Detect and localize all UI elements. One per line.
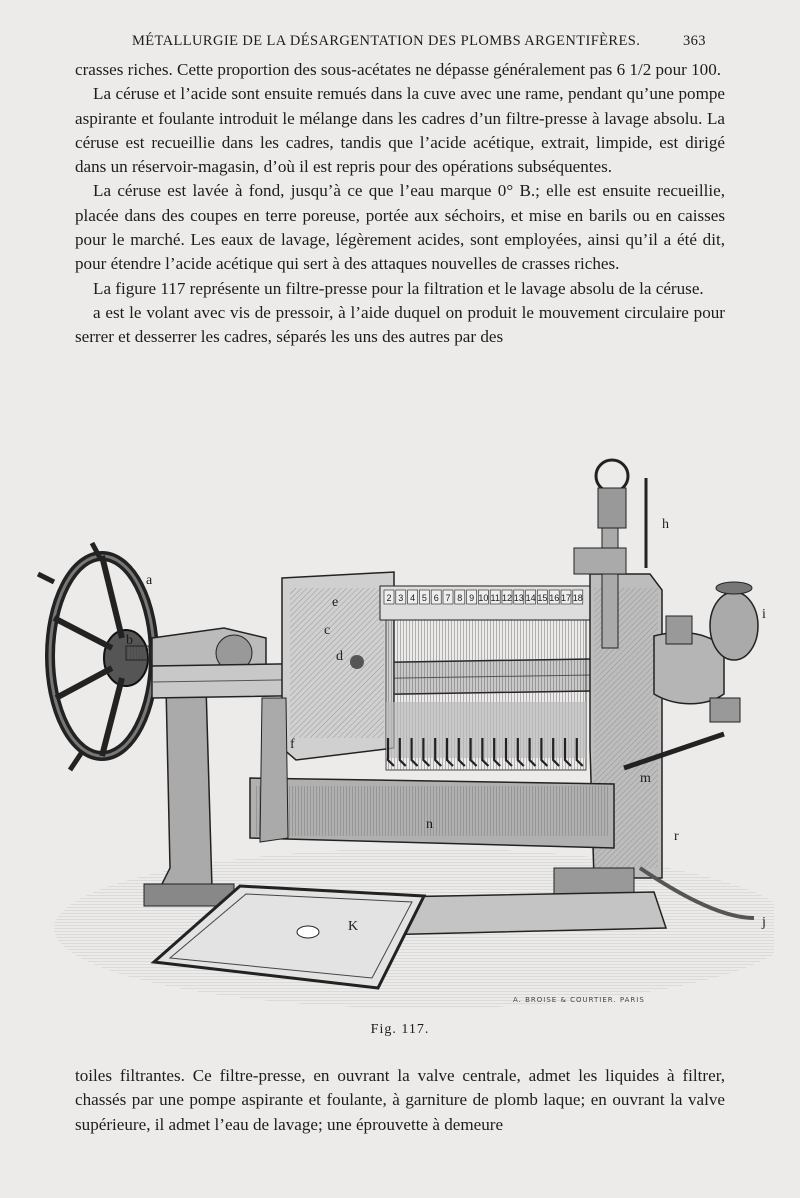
frame-number: 17 bbox=[560, 593, 572, 603]
body-text-bottom bbox=[75, 1064, 725, 1137]
label-r: r bbox=[674, 829, 679, 844]
label-e: e bbox=[332, 595, 339, 610]
frame-number: 8 bbox=[457, 593, 463, 603]
paragraph: crasses riches. Cette proportion des sous-acétates ne dépasse généralement pas 6 1/2 pour 100. bbox=[75, 60, 722, 79]
frame-number: 15 bbox=[537, 593, 548, 603]
frame-number: 12 bbox=[501, 593, 513, 603]
label-b: b bbox=[126, 633, 133, 648]
frame-number: 7 bbox=[445, 593, 451, 603]
label-f: f bbox=[290, 737, 295, 752]
frame-number: 18 bbox=[572, 593, 583, 603]
paragraph: La céruse et l’acide sont ensuite remués dans la cuve avec une rame, pendant qu’une pompe aspirante et foulante introduit le mélange dans les cadres d’un filtre-presse à lavage absolu. La céruse est recueillie dans les cadres, tandis que l’acide acétique, extrait, limpide, est dirigé dans un réservoir-magasin, d’où il est repris pour des opérations subséquentes. bbox=[75, 84, 725, 177]
label-c: c bbox=[324, 623, 331, 638]
frame-number: 5 bbox=[421, 593, 427, 603]
label-n: n bbox=[426, 817, 433, 832]
body-text-top bbox=[75, 58, 725, 350]
paragraph: La céruse est lavée à fond, jusqu’à ce que l’eau marque 0° B.; elle est ensuite recueillie, placée dans des coupes en terre poreuse, portée aux séchoirs, et mise en barils ou en caisses pour le marché. Les eaux de lavage, légèrement acides, sont employées, ainsi qu’il a été dit, pour étendre l’acide acétique qui sert à des attaques nouvelles de crasses riches. bbox=[75, 181, 725, 274]
left-leg bbox=[154, 686, 212, 900]
frame-number: 6 bbox=[433, 593, 439, 603]
running-head-title: MÉTALLURGIE DE LA DÉSARGENTATION DES PLOMBS ARGENTIFÈRES. bbox=[132, 33, 641, 49]
label-j: j bbox=[762, 915, 766, 930]
label-m: m bbox=[640, 771, 651, 786]
frame-number-row bbox=[384, 590, 583, 604]
engraver-credit: A. BROISE & COURTIER. PARIS bbox=[513, 996, 645, 1004]
paragraph: toiles filtrantes. Ce filtre-presse, en ouvrant la valve centrale, admet les liquides à filtrer, chassés par une pompe aspirante et foulante, à garniture de plomb laque; en ouvrant la valve supérieure, il admet l’eau de lavage; une éprouvette à demeure bbox=[75, 1066, 725, 1134]
filter-press-illustration bbox=[34, 448, 774, 1010]
label-k: K bbox=[348, 919, 359, 934]
label-i: i bbox=[762, 607, 766, 622]
frame-number: 16 bbox=[549, 593, 560, 603]
frame-number: 13 bbox=[513, 593, 524, 603]
frame-number: 10 bbox=[478, 593, 489, 603]
running-head bbox=[0, 30, 800, 54]
side-valve bbox=[654, 582, 758, 722]
paragraph: La figure 117 représente un filtre-presse pour la filtration et le lavage absolu de la céruse. bbox=[93, 278, 704, 298]
label-d: d bbox=[336, 649, 343, 664]
frame-number: 11 bbox=[490, 593, 500, 603]
label-a: a bbox=[146, 573, 153, 588]
page-number: 363 bbox=[683, 33, 706, 49]
label-h: h bbox=[662, 517, 669, 532]
frame-number: 2 bbox=[386, 593, 392, 603]
filter-press-engraving bbox=[34, 448, 774, 1010]
frame-number: 14 bbox=[525, 593, 536, 603]
paragraph: a est le volant avec vis de pressoir, à l’aide duquel on produit le mouvement circulaire pour serrer et desserrer les cadres, séparés les uns des autres par des bbox=[75, 302, 725, 347]
frame-number: 9 bbox=[469, 593, 475, 603]
figure-caption: Fig. 117. bbox=[370, 1022, 430, 1037]
frame-number: 3 bbox=[398, 593, 404, 603]
frame-number: 4 bbox=[410, 593, 416, 603]
